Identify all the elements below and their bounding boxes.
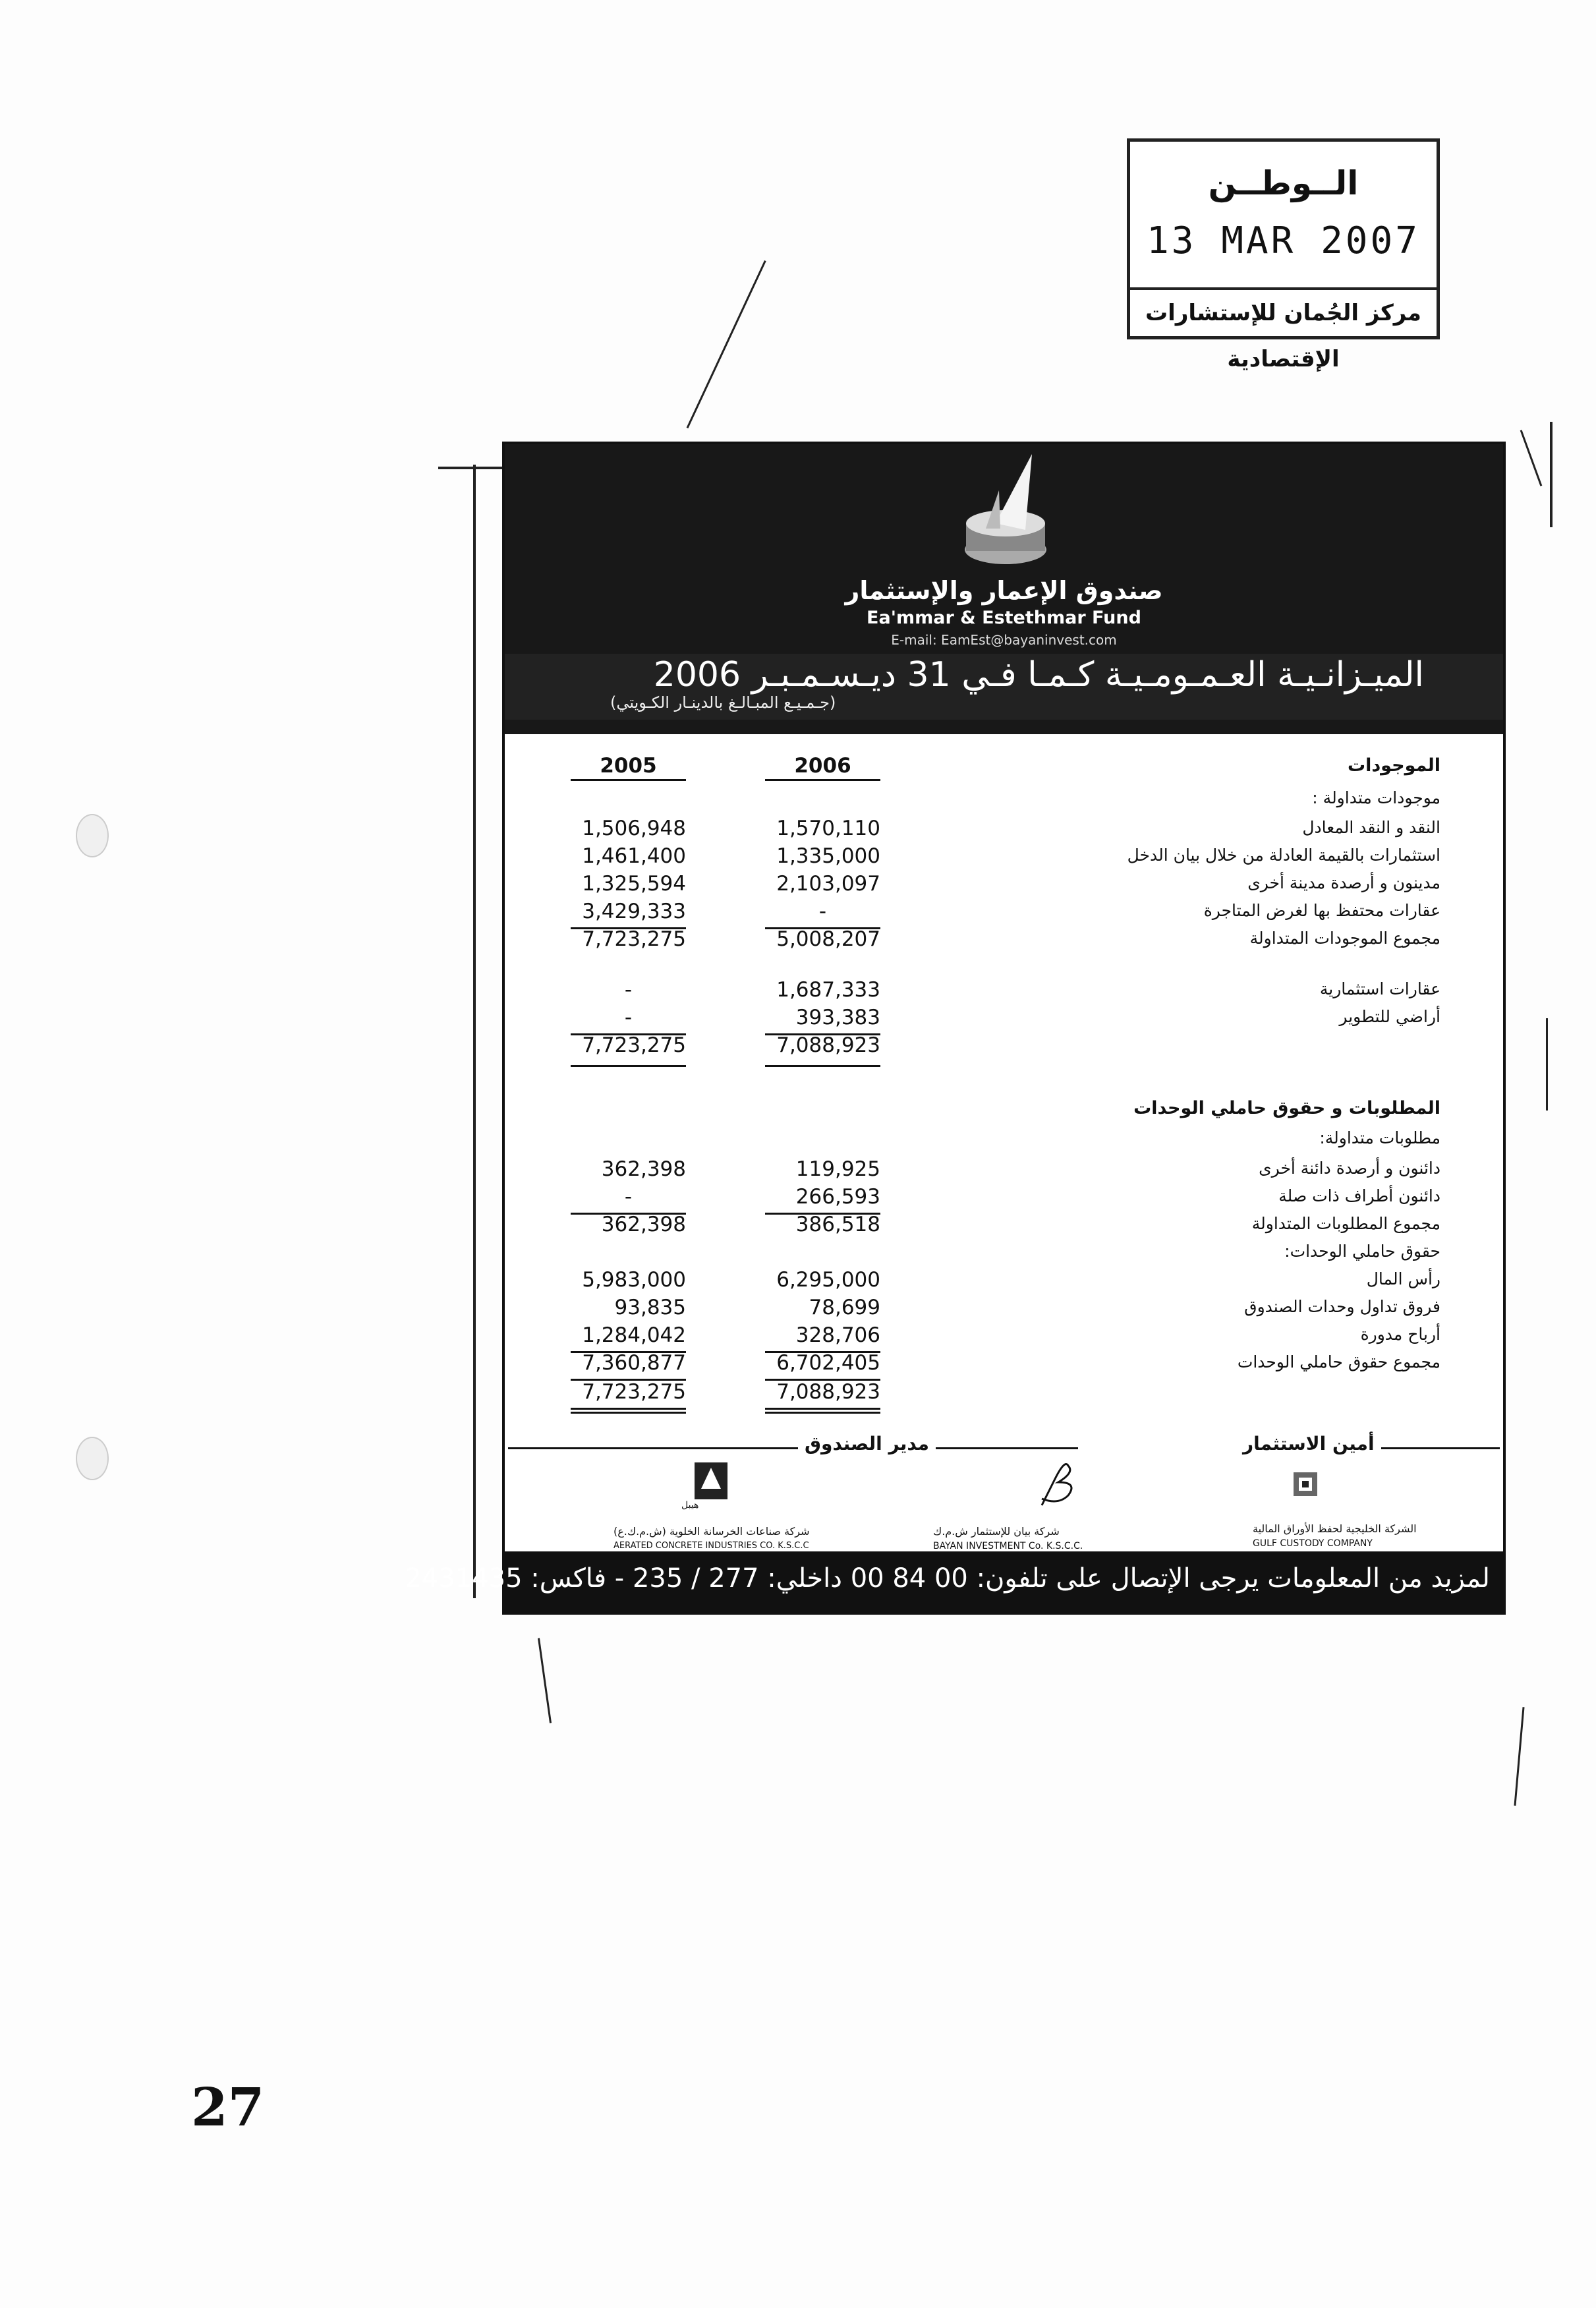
- balance-sheet-heading: [505, 654, 1503, 720]
- value-2006: 386,518: [795, 1213, 880, 1236]
- value-2005: -: [624, 978, 633, 1002]
- value-2005: 1,325,594: [582, 872, 686, 896]
- row-label: دائنون و أرصدة دائنة أخرى: [1259, 1159, 1440, 1178]
- fund-logo-icon: [959, 451, 1052, 573]
- value-2005: 7,723,275: [582, 1380, 686, 1404]
- row-label: أراضي للتطوير: [1339, 1007, 1440, 1026]
- value-2006: 328,706: [795, 1323, 880, 1347]
- contact-info: لمزيد من المعلومات يرجى الإتصال على تلفون: 00 84 00 داخلي: 277 / 235 - فاكس: 2431435: [405, 1563, 1490, 1594]
- value-2005: 362,398: [601, 1157, 686, 1181]
- row-label: مطلوبات متداولة:: [1319, 1128, 1440, 1147]
- page-number: 27: [191, 2076, 265, 2138]
- row-label: موجودات متداولة :: [1312, 788, 1440, 807]
- bayan-company-arabic: شركة بيان للإستثمار ش.م.ك: [933, 1525, 1060, 1538]
- table-row: [505, 1268, 1503, 1297]
- table-row: [505, 1006, 1503, 1035]
- table-row: [505, 817, 1503, 846]
- value-2006: 2,103,097: [776, 872, 880, 896]
- value-2005: 5,983,000: [582, 1268, 686, 1292]
- table-row: [505, 1380, 1503, 1409]
- fund-manager-label: مدير الصندوق: [798, 1433, 936, 1455]
- rule-2005: [571, 1408, 686, 1410]
- row-label: استثمارات بالقيمة العادلة من خلال بيان الدخل: [1127, 846, 1440, 865]
- table-row: [505, 1185, 1503, 1214]
- value-2006: 5,008,207: [776, 927, 880, 951]
- aerated-company-english: AERATED CONCRETE INDUSTRIES CO. K.S.C.C: [613, 1541, 809, 1551]
- table-row: [505, 900, 1503, 929]
- binder-hole-bottom: [76, 1437, 109, 1480]
- stamp-newspaper-name: الــوطــن: [1208, 164, 1359, 202]
- pen-mark-bottom-right: [1514, 1707, 1524, 1806]
- row-label: عقارات استثمارية: [1319, 979, 1440, 998]
- row-label: مجموع المطلوبات المتداولة: [1251, 1214, 1440, 1233]
- row-label: مجموع حقوق حاملي الوحدات: [1237, 1352, 1440, 1371]
- stamp-center-name: مركز الجُمان للإستشارات الإقتصادية: [1130, 287, 1437, 336]
- gulf-custody-arabic: الشركة الخليجية لحفظ الأوراق المالية: [1253, 1522, 1417, 1535]
- value-2006: 266,593: [795, 1185, 880, 1209]
- row-label: أرباح مدورة: [1360, 1325, 1440, 1344]
- value-2005: 7,723,275: [582, 927, 686, 951]
- table-row: [505, 927, 1503, 956]
- value-2005: 3,429,333: [582, 900, 686, 923]
- table-row: [505, 1296, 1503, 1325]
- double-rule: [765, 1412, 880, 1414]
- table-row: [505, 1323, 1503, 1352]
- table-row: [505, 1351, 1503, 1380]
- contact-footer-band: [405, 1551, 1503, 1612]
- value-2005: 7,360,877: [582, 1351, 686, 1375]
- row-label: حقوق حاملي الوحدات:: [1284, 1242, 1440, 1261]
- table-row: [505, 872, 1503, 901]
- heading-subtitle: (جـمـيـع المبـالـغ بالدينـار الكـويتي): [610, 693, 836, 712]
- row-label: عقارات محتفظ بها لغرض المتاجرة: [1203, 901, 1440, 920]
- investment-custodian-label: أمين الاستثمار: [1236, 1433, 1381, 1455]
- fund-name-arabic: صندوق الإعمار والإستثمار: [845, 576, 1163, 605]
- table-row: [505, 754, 1503, 783]
- hebel-label: هيبل: [681, 1500, 699, 1511]
- pen-mark-bottom-left: [538, 1638, 552, 1723]
- row-label: مدينون و أرصدة مدينة أخرى: [1247, 873, 1440, 892]
- custodian-divider: [1381, 1447, 1500, 1449]
- value-2006: 1,687,333: [776, 978, 880, 1002]
- binder-hole-top: [76, 814, 109, 857]
- value-2006: 1,570,110: [776, 817, 880, 840]
- table-row: [505, 787, 1503, 816]
- row-label: الموجودات: [1347, 755, 1440, 776]
- bayan-logo-icon: [1029, 1453, 1088, 1512]
- value-2006: 78,699: [809, 1296, 880, 1319]
- bayan-company-english: BAYAN INVESTMENT Co. K.S.C.C.: [933, 1541, 1083, 1551]
- pen-mark-left-margin: [473, 465, 476, 1598]
- fund-name-english: Ea'mmar & Estethmar Fund: [867, 608, 1141, 628]
- value-2006: 119,925: [795, 1157, 880, 1181]
- value-2005: 362,398: [601, 1213, 686, 1236]
- balance-sheet-advertisement: [405, 442, 1506, 1615]
- manager-divider: [508, 1447, 798, 1449]
- table-row: [505, 1033, 1503, 1062]
- value-2005: -: [624, 1185, 633, 1209]
- pen-mark-right-3: [1546, 1018, 1548, 1111]
- table-row: [505, 844, 1503, 873]
- value-2006: 1,335,000: [776, 844, 880, 868]
- heading-title: الميـزانـيـة العـمـومـيـة كـمـا فـي 31 ديـسـمـبـر 2006: [653, 655, 1424, 695]
- hebel-logo-icon: [695, 1462, 727, 1499]
- row-label: فروق تداول وحدات الصندوق: [1244, 1297, 1440, 1316]
- value-2005: -: [624, 1006, 633, 1029]
- pen-mark-right-1: [1550, 422, 1553, 527]
- value-2006: 393,383: [795, 1006, 880, 1029]
- row-label: المطلوبات و حقوق حاملي الوحدات: [1133, 1098, 1440, 1118]
- table-row: [505, 1157, 1503, 1186]
- value-2005: 1,506,948: [582, 817, 686, 840]
- table-row: [505, 1213, 1503, 1242]
- gulf-custody-logo-icon: [1292, 1471, 1319, 1497]
- double-rule: [571, 1065, 686, 1067]
- row-label: دائنون أطراف ذات صلة: [1278, 1186, 1440, 1205]
- aerated-company-arabic: شركة صناعات الخرسانة الخلوية (ش.م.ك.ع): [613, 1525, 810, 1538]
- value-2005: 7,723,275: [582, 1033, 686, 1057]
- double-rule: [571, 1412, 686, 1414]
- row-label: رأس المال: [1366, 1269, 1440, 1288]
- middle-divider: [933, 1447, 1078, 1449]
- value-2006: -: [818, 900, 827, 923]
- rule-2006: [765, 1408, 880, 1410]
- table-row: [505, 1097, 1503, 1126]
- value-2005: 93,835: [614, 1296, 686, 1319]
- table-row: [505, 1240, 1503, 1269]
- row-label: النقد و النقد المعادل: [1302, 818, 1440, 837]
- value-2005: 1,284,042: [582, 1323, 686, 1347]
- table-row: [505, 1127, 1503, 1156]
- value-2006: 6,702,405: [776, 1351, 880, 1375]
- value-2006: 7,088,923: [776, 1033, 880, 1057]
- gulf-custody-english: GULF CUSTODY COMPANY: [1253, 1538, 1373, 1549]
- value-2006: 6,295,000: [776, 1268, 880, 1292]
- row-label: مجموع الموجودات المتداولة: [1249, 929, 1440, 948]
- newspaper-stamp: [1127, 138, 1440, 372]
- double-rule: [765, 1065, 880, 1067]
- column-header-2006: 2006: [765, 754, 880, 781]
- ad-header-band: [505, 444, 1503, 734]
- stamp-date: 13 MAR 2007: [1147, 219, 1420, 262]
- value-2005: 1,461,400: [582, 844, 686, 868]
- pen-mark-slash: [687, 260, 766, 428]
- value-2006: 7,088,923: [776, 1380, 880, 1404]
- pen-mark-right-2: [1520, 430, 1543, 486]
- fund-email: E-mail: EamEst@bayaninvest.com: [891, 632, 1117, 648]
- table-row: [505, 978, 1503, 1007]
- column-header-2005: 2005: [571, 754, 686, 781]
